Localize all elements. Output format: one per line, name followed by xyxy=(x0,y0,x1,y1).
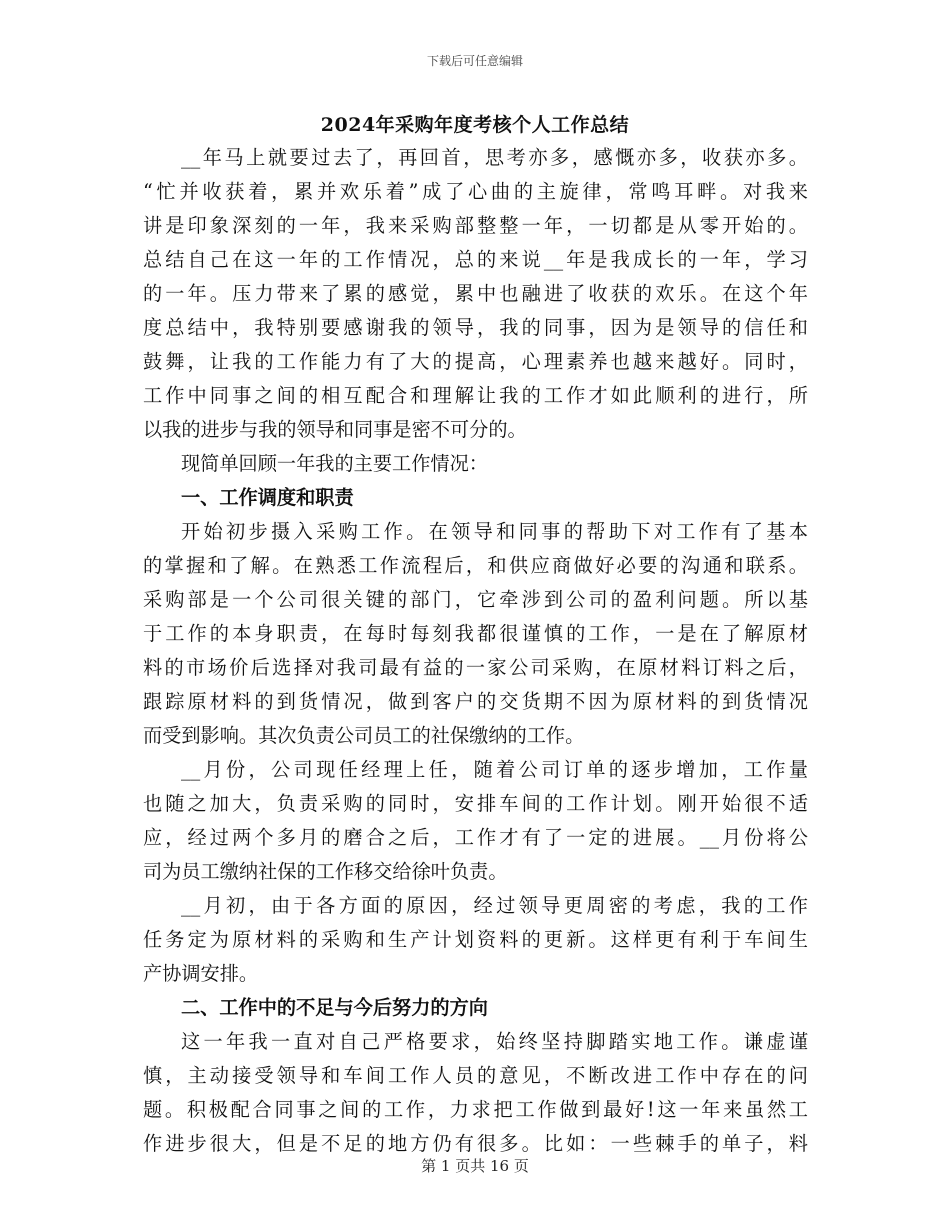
document-title: 2024年采购年度考核个人工作总结 xyxy=(320,114,630,136)
text-line: 也随之加大，负责采购的同时，安排车间的工作计划。刚开始很不适 xyxy=(143,792,808,815)
text-line: 度总结中，我特别要感谢我的领导，我的同事，因为是领导的信任和 xyxy=(143,316,808,339)
text-line: 鼓舞，让我的工作能力有了大的提高，心理素养也越来越好。同时， xyxy=(143,350,808,373)
text-line: 这一年我一直对自己严格要求，始终坚持脚踏实地工作。谦虚谨 xyxy=(181,1030,808,1053)
document-body xyxy=(143,141,808,1161)
text-line: 应，经过两个多月的磨合之后，工作才有了一定的进展。__月份将公 xyxy=(143,826,808,849)
text-line: 采购部是一个公司很关键的部门，它牵涉到公司的盈利问题。所以基 xyxy=(143,588,808,611)
section-heading: 二、工作中的不足与今后努力的方向 xyxy=(181,996,488,1019)
text-line: 的掌握和了解。在熟悉工作流程后，和供应商做好必要的沟通和联系。 xyxy=(143,554,808,577)
text-line: 料的市场价后选择对我司最有益的一家公司采购，在原材料订料之后， xyxy=(143,656,808,679)
text-line: __年马上就要过去了，再回首，思考亦多，感慨亦多，收获亦多。 xyxy=(181,146,808,169)
text-line: __月份，公司现任经理上任，随着公司订单的逐步增加，工作量 xyxy=(181,758,808,781)
text-line: 作进步很大，但是不足的地方仍有很多。比如：一些棘手的单子，料 xyxy=(143,1132,808,1155)
text-line: 题。积极配合同事之间的工作，力求把工作做到最好!这一年来虽然工 xyxy=(143,1098,808,1121)
text-line: 讲是印象深刻的一年，我来采购部整整一年，一切都是从零开始的。 xyxy=(143,214,808,237)
text-line: 而受到影响。其次负责公司员工的社保缴纳的工作。 xyxy=(143,724,585,747)
text-line: __月初，由于各方面的原因，经过领导更周密的考虑，我的工作 xyxy=(181,894,808,917)
text-line: “忙并收获着，累并欢乐着”成了心曲的主旋律，常鸣耳畔。对我来 xyxy=(143,180,808,203)
text-line: 任务定为原材料的采购和生产计划资料的更新。这样更有利于车间生 xyxy=(143,928,808,951)
text-line: 司为员工缴纳社保的工作移交给徐叶负责。 xyxy=(143,860,508,883)
text-line: 总结自己在这一年的工作情况，总的来说__年是我成长的一年，学习 xyxy=(143,248,808,271)
text-line: 产协调安排。 xyxy=(143,962,259,985)
text-line: 于工作的本身职责，在每时每刻我都很谨慎的工作，一是在了解原材 xyxy=(143,622,808,645)
text-line: 以我的进步与我的领导和同事是密不可分的。 xyxy=(143,418,527,441)
text-line: 开始初步摄入采购工作。在领导和同事的帮助下对工作有了基本 xyxy=(181,520,808,543)
text-line: 跟踪原材料的到货情况，做到客户的交货期不因为原材料的到货情况 xyxy=(143,690,808,713)
page-header-note: 下载后可任意编辑 xyxy=(426,54,523,68)
text-line: 慎，主动接受领导和车间工作人员的意见，不断改进工作中存在的问 xyxy=(143,1064,808,1087)
text-line: 的一年。压力带来了累的感觉，累中也融进了收获的欢乐。在这个年 xyxy=(143,282,808,305)
text-line: 工作中同事之间的相互配合和理解让我的工作才如此顺利的进行，所 xyxy=(143,384,808,407)
text-line: 现简单回顾一年我的主要工作情况： xyxy=(181,452,488,475)
section-heading: 一、工作调度和职责 xyxy=(181,486,354,509)
page-number: 第 1 页共 16 页 xyxy=(421,1157,529,1175)
